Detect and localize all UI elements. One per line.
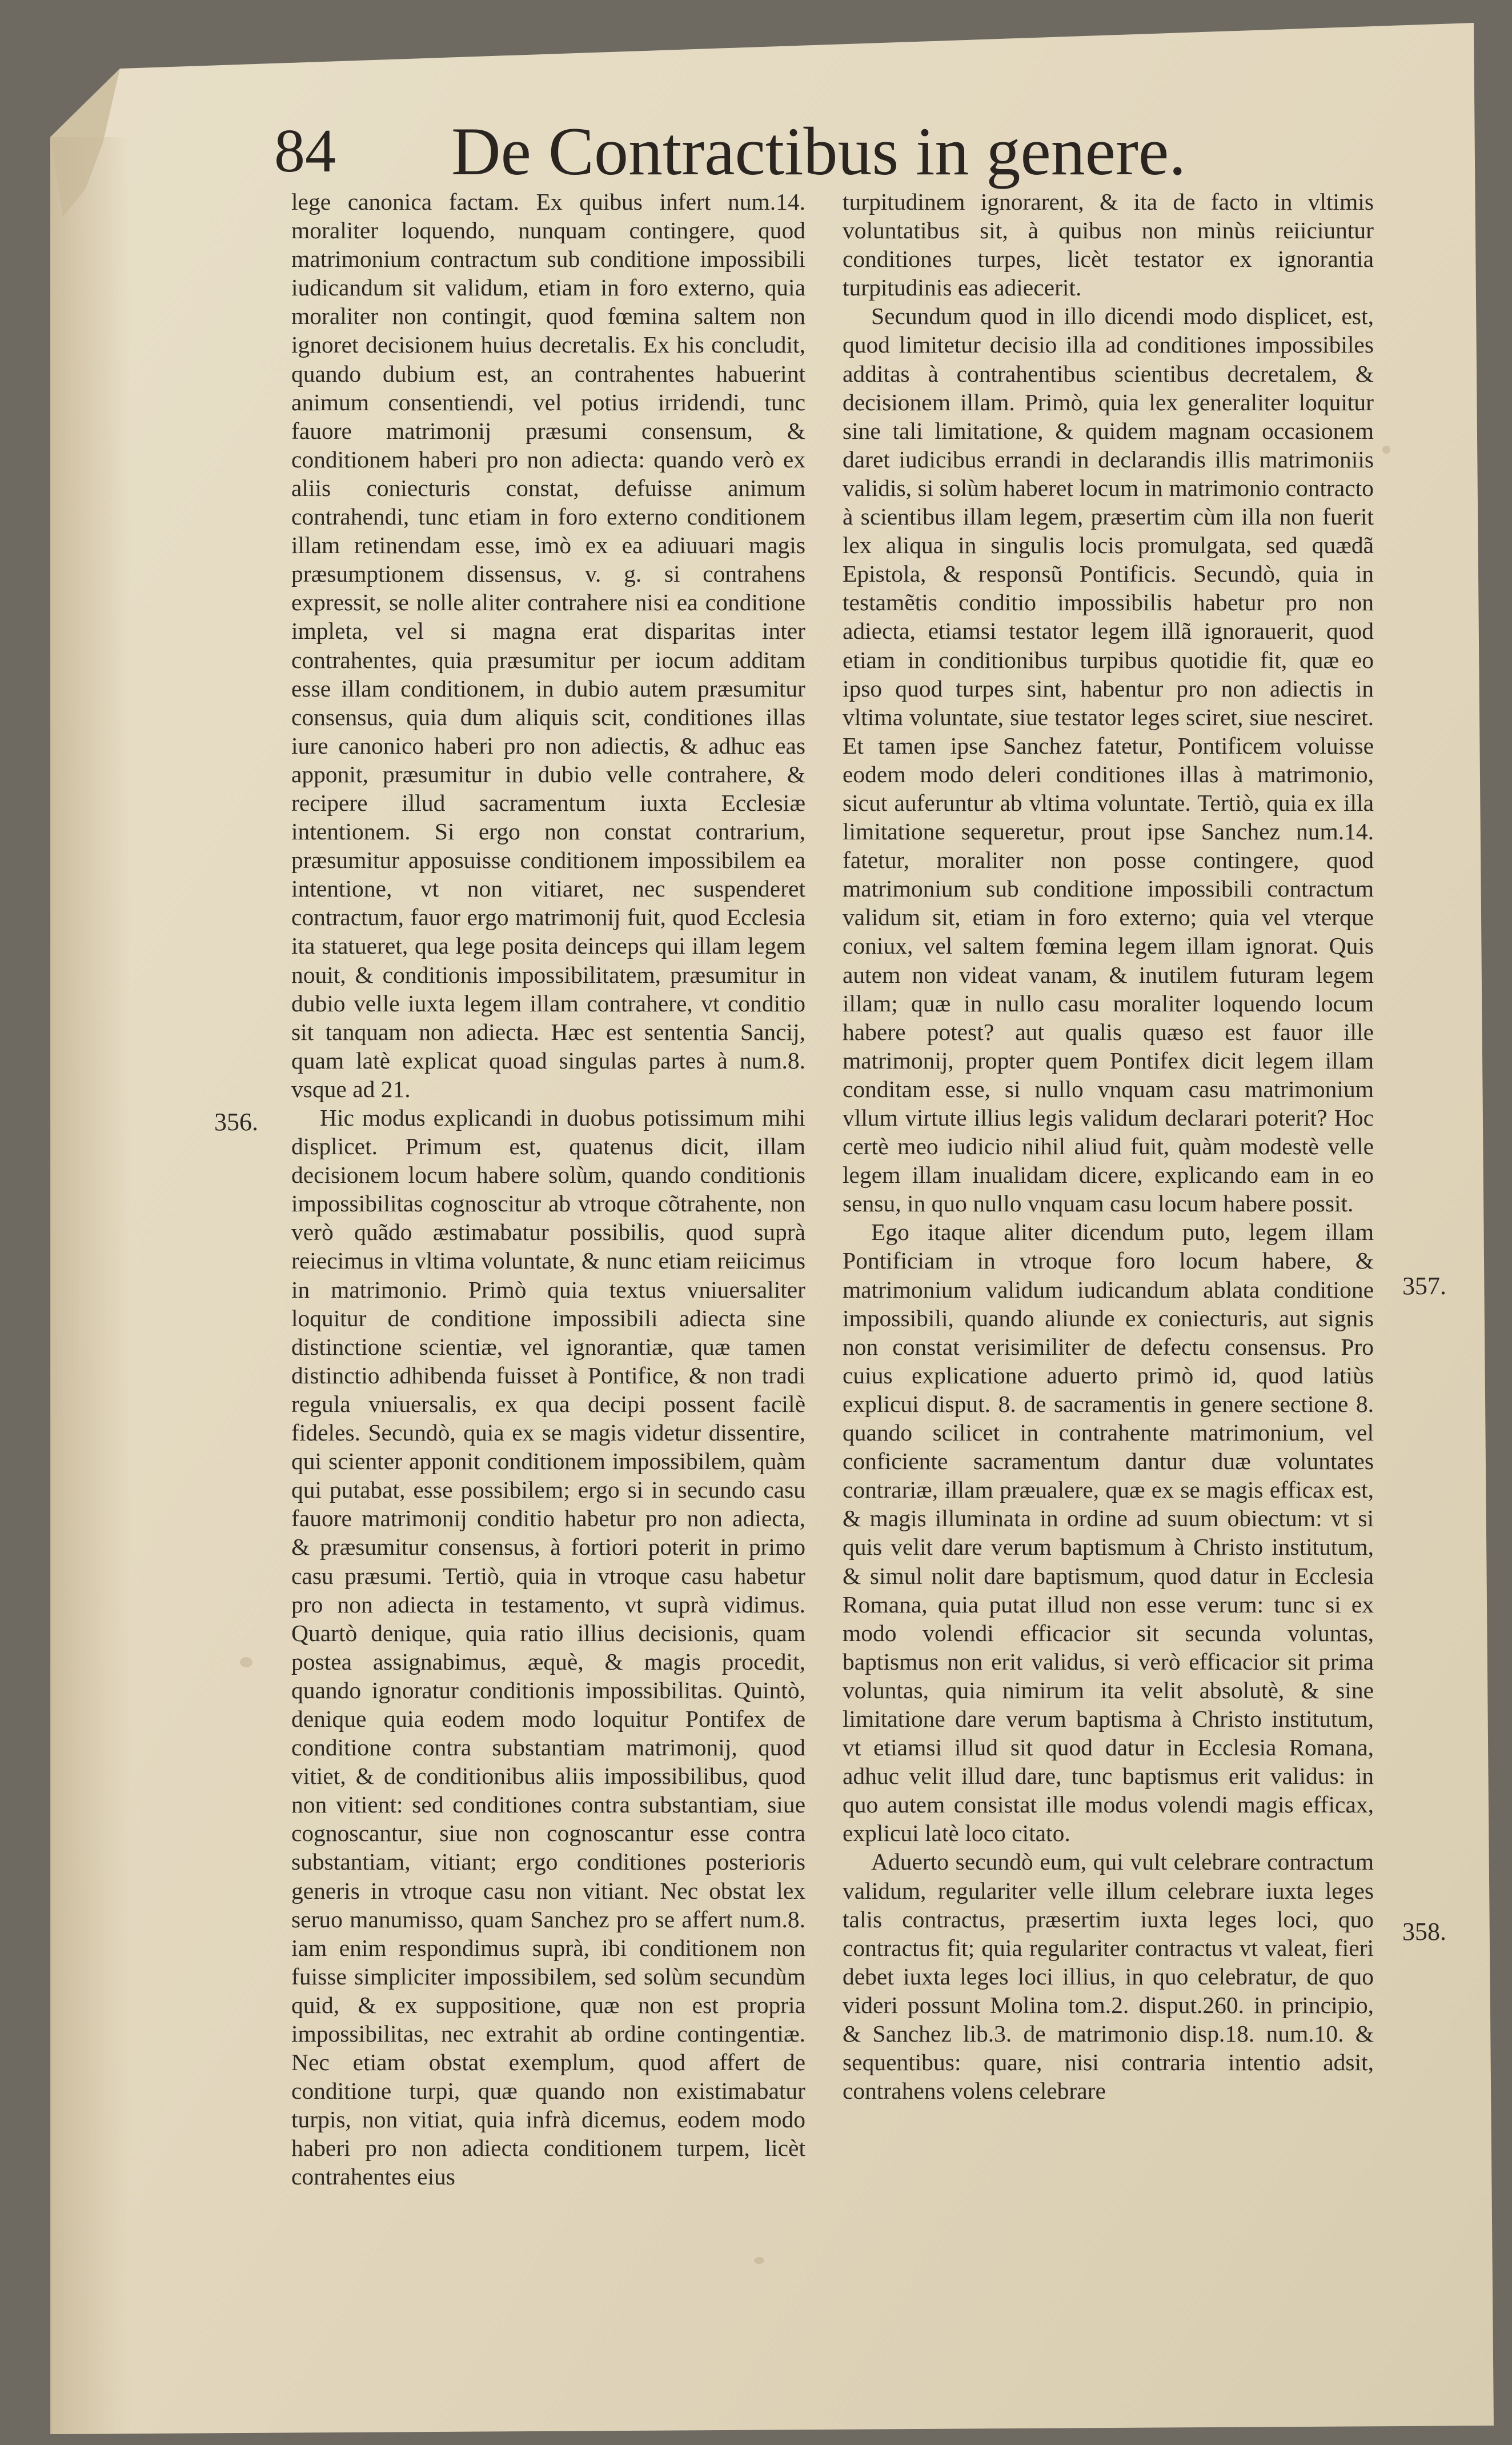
left-paragraph-2: Hic modus explicandi in duobus potissimum mihi displicet. Primum est, quatenus dicit, illam decisionem locum habere solùm, quando conditionis impossibilitas cognoscitur ab vtroque cõtrahente, non verò quãdo æstimabatur possibilis, quod suprà reiecimus in vltima voluntate, & nunc etiam reiicimus in matrimonio. Primò quia textus vniuersaliter loquitur de conditione impossibili adiecta sine distinctione scientiæ, vel ignorantiæ, quæ tamen distinctio adhibenda fuisset à Pontifice, & non tradi regula vniuersalis, ex qua decipi possent facilè fideles. Secundò, quia ex se magis videtur dissentire, qui scienter apponit conditionem impossibilem, quàm qui putabat, esse possibilem; ergo si in secundo casu fauore matrimonij conditio habetur pro non adiecta, & præsumitur consensus, à fortiori poterit in primo casu præsumi. Tertiò, quia in vtroque casu habetur pro non adiecta in testamento, vt suprà vidimus. Quartò denique, quia ratio illius decisionis, quam postea assignabimus, æquè, & magis procedit, quando ignoratur conditionis impossibilitas. Quintò, denique quia eodem modo loquitur Pontifex de conditione contra substantiam matrimonij, quod vitiet, & de conditionibus aliis impossibilibus, quod non vitient: sed conditiones contra substantiam, siue cognoscantur, siue non cognoscantur esse contra substantiam, vitiant; ergo conditiones posterioris generis in vtroque casu non vitiant. Nec obstat lex seruo manumisso, quam Sanchez pro se affert num.8. iam enim respondimus suprà, ibi conditionem non fuisse simpliciter impossibilem, sed solùm secundùm quid, & ex suppositione, quæ non est propria impossibilitas, nec extrahit ab ordine contingentiæ. Nec etiam obstat exemplum, quod affert de conditione turpi, quæ quando non existimabatur turpis, non vitiat, quia infrà dicemus, eodem modo haberi pro non adiecta conditionem turpem, licèt contrahentes eius (291, 1105, 805, 2190)
paper-stain (754, 2257, 764, 2264)
margin-number-357: 357. (1402, 1272, 1446, 1300)
left-edge-shadow (50, 137, 130, 2434)
paper-stain (240, 1657, 252, 1667)
left-column (291, 187, 805, 2191)
right-paragraph-4: Aduerto secundò eum, qui vult celebrare contractum validum, regulariter velle illum celebrare iuxta leges talis contractus, præsertim iuxta leges loci, quo contractus fit; quia regulariter contractus vt valeat, fieri debet iuxta leges loci illius, in quo celebratur, de quo videri possunt Molina tom.2. disput.260. in principio, & Sanchez lib.3. de matrimonio disp.18. num.10. & sequentibus: quare, nisi contraria intentio adsit, contrahens volens celebrare (843, 1848, 1374, 2104)
right-paragraph-2: Secundum quod in illo dicendi modo displicet, est, quod limitetur decisio illa ad conditiones impossibiles additas à contrahentibus scientibus decretalem, & decisionem illam. Primò, quia lex generaliter loquitur sine tali limitatione, & quidem magnam occasionem daret iudicibus errandi in declarandis illis matrimoniis validis, si solùm haberet locum in matrimonio contracto à scientibus illam legem, præsertim cùm illa non fuerit lex aliqua in singulis locis promulgata, sed quædã Epistola, & responsũ Pontificis. Secundò, quia in testamẽtis conditio impossibilis habetur pro non adiecta, etiamsi testator legem illã ignorauerit, quod etiam in conditionibus turpibus quotidie fit, quæ eo ipso quod turpes sint, habentur pro non adiectis in vltima voluntate, siue testator leges sciret, siue nesciret. Et tamen ipse Sanchez fatetur, Pontificem voluisse eodem modo deleri conditiones illas à matrimonio, sicut auferuntur ab vltima voluntate. Tertiò, quia ex illa limitatione sequeretur, prout ipse Sanchez num.14. fatetur, moraliter non posse contingere, quod matrimonium sub conditione impossibili contractum validum sit, etiam in foro externo; quia vel vterque coniux, vel saltem fœmina legem illam ignorat. Quis autem non videat vanam, & inutilem futuram legem illam; quæ in nullo casu moraliter loquendo locum habere potest? aut qualis quæso est fauor ille matrimonij, propter quem Pontifex dicit legem illam conditam esse, si nullo vnquam casu matrimonium vllum virtute illius legis validum declarari poterit? Hoc certè meo iudicio nihil aliud fuit, quàm modestè velle legem illam inualidam dicere, explicando eam in eo sensu, in quo nullo vnquam casu locum habere possit. (843, 303, 1374, 1217)
margin-number-358: 358. (1402, 1918, 1446, 1946)
paper-stain (1382, 446, 1390, 454)
right-column (843, 187, 1374, 2105)
right-paragraph-3: Ego itaque aliter dicendum puto, legem illam Pontificiam in vtroque foro locum habere, & matrimonium validum iudicandum ablata conditione impossibili, quando aliunde ex coniecturis, aut signis non constat verisimiliter de defectu consensus. Pro cuius explicatione aduerto primò id, quod latiùs explicui disput. 8. de sacramentis in genere sectione 8. quando scilicet in contrahente matrimonium, vel conficiente sacramentum dantur duæ voluntates contrariæ, illam præualere, quæ ex se magis efficax est, & magis illuminata in ordine ad suum obiectum: vt si quis velit dare verum baptismum à Christo institutum, & simul nolit dare baptismum, quod datur in Ecclesia Romana, quia putat illud non esse verum: tunc si ex modo volendi efficacior sit secunda voluntas, baptismus non erit validus, si verò efficacior sit prima voluntas, quia nimirum ita velit absolutè, & sine limitatione dare verum baptisma à Christo institutum, vt etiamsi illud sit quod datur in Ecclesia Romana, adhuc velit illud dare, tunc baptismus erit validus: in quo autem consistat ille modus volendi magis efficax, explicui latè loco citato. (843, 1219, 1374, 1847)
left-paragraph-1: lege canonica factam. Ex quibus infert num.14. moraliter loquendo, nunquam contingere, quod matrimonium contractum sub conditione impossibili iudicandum sit validum, etiam in foro externo, quia moraliter non contingit, quod fœmina saltem non ignoret decisionem huius decretalis. Ex his concludit, quando dubium est, an contrahentes habuerint animum consentiendi, vel potius irridendi, tunc fauore matrimonij præsumi consensum, & conditionem haberi pro non adiecta: quando verò ex aliis coniecturis constat, defuisse animum contrahendi, tunc etiam in foro externo conditionem illam retinendam esse, imò ex ea adiuuari magis præsumptionem dissensus, v. g. si contrahens expressit, se nolle aliter contrahere nisi ea conditione impleta, vel si magna erat disparitas inter contrahentes, quia præsumitur per iocum additam esse illam conditionem, in dubio autem præsumitur consensus, quia dum aliquis scit, conditiones illas iure canonico haberi pro non adiectis, & adhuc eas apponit, præsumitur in dubio velle contrahere, & recipere illud sacramentum iuxta Ecclesiæ intentionem. Si ergo non constat contrarium, præsumitur apposuisse conditionem impossibilem ea intentione, vt non vitiaret, nec suspenderet contractum, fauor ergo matrimonij fuit, quod Ecclesia ita statueret, qua lege posita deinceps qui illam legem nouit, & conditionis impossibilitatem, præsumitur in dubio velle iuxta legem illam contrahere, vt conditio sit tanquam non adiecta. Hæc est sententia Sancij, quam latè explicat quoad singulas partes à num.8. vsque ad 21. (291, 189, 805, 1102)
margin-number-356: 356. (214, 1108, 258, 1136)
running-title: De Contractibus in genere. (451, 113, 1186, 189)
page-header (274, 109, 1217, 194)
page-number: 84 (274, 117, 336, 185)
right-paragraph-1: turpitudinem ignorarent, & ita de facto in vltimis voluntatibus sit, à quibus non minùs reiiciuntur conditiones turpes, licèt testator ex ignorantia turpitudinis eas adiecerit. (843, 189, 1374, 301)
